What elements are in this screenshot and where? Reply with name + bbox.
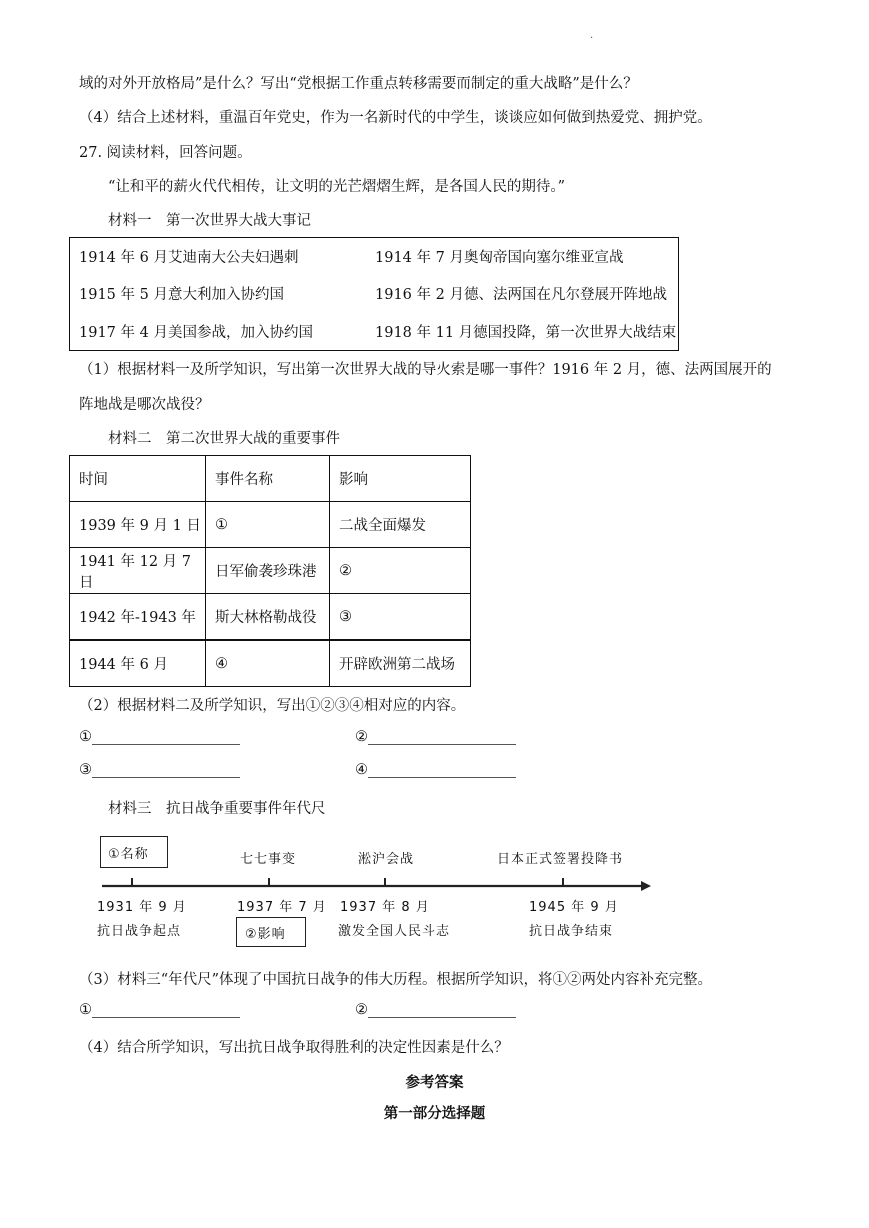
timeline-note: 抗日战争起点 <box>97 924 182 939</box>
question-2-text: （2）根据材料二及所学知识，写出①②③④相对应的内容。 <box>79 698 466 714</box>
question-3-text: （3）材料三“年代尺”体现了中国抗日战争的伟大历程。根据所学知识，将①②两处内容补充完整。 <box>79 972 713 988</box>
table-cell: ② <box>330 548 471 594</box>
timeline-date: 1931 年 9 月 <box>97 900 187 915</box>
question-1-text: （1）根据材料一及所学知识，写出第一次世界大战的导火索是哪一事件？1916 年 2 月，德、法两国展开的 <box>79 362 772 378</box>
table-cell: 开辟欧洲第二战场 <box>330 640 471 687</box>
answer-blank-5[interactable] <box>79 1002 240 1018</box>
timeline-box-effect-label: ②影响 <box>245 927 286 942</box>
table-cell: 二战全面爆发 <box>330 502 471 548</box>
blank-line <box>368 730 516 745</box>
blank-label: ④ <box>355 762 368 778</box>
table-cell: 1918 年 11 月德国投降，第一次世界大战结束 <box>375 324 677 341</box>
blank-label: ① <box>79 729 92 745</box>
material-3-title: 材料三 抗日战争重要事件年代尺 <box>108 801 326 817</box>
timeline-date: 1945 年 9 月 <box>529 900 619 915</box>
table-cell: ③ <box>330 594 471 641</box>
timeline-box-name-label: ①名称 <box>108 847 149 862</box>
table-row <box>70 275 679 312</box>
blank-line <box>368 1003 516 1018</box>
table-cell: 1939 年 9 月 1 日 <box>70 502 206 548</box>
table-header: 时间 <box>70 456 206 502</box>
blank-line <box>92 1003 240 1018</box>
timeline-note: 抗日战争结束 <box>529 924 614 939</box>
material-2-table <box>69 455 471 687</box>
answer-heading: 参考答案 <box>405 1074 464 1091</box>
table-cell: 1944 年 6 月 <box>70 640 206 687</box>
question-1-text-cont: 阵地战是哪次战役？ <box>79 397 210 413</box>
blank-line <box>368 763 516 778</box>
table-row <box>70 594 471 641</box>
table-cell: 斯大林格勒战役 <box>206 594 330 641</box>
table-cell: 日军偷袭珍珠港 <box>206 548 330 594</box>
answer-blank-6[interactable] <box>355 1002 516 1018</box>
timeline-event-label: 淞沪会战 <box>358 852 415 867</box>
timeline-axis <box>96 872 656 894</box>
table-cell: 1916 年 2 月德、法两国在凡尔登展开阵地战 <box>375 287 667 304</box>
timeline-date: 1937 年 7 月 <box>237 900 327 915</box>
table-row <box>70 502 471 548</box>
table-header-row <box>70 456 471 502</box>
question-4-text: （4）结合所学知识，写出抗日战争取得胜利的决定性因素是什么？ <box>79 1040 509 1056</box>
table-row <box>70 313 679 351</box>
table-header: 影响 <box>330 456 471 502</box>
table-cell: ① <box>206 502 330 548</box>
arrow-head-icon <box>641 881 651 891</box>
question-4-text: （4）结合上述材料，重温百年党史，作为一名新时代的中学生，谈谈应如何做到热爱党、拥护党。 <box>79 110 712 126</box>
table-cell: 1942 年-1943 年 <box>70 594 206 641</box>
answer-blank-4[interactable] <box>355 762 516 778</box>
table-cell: 1941 年 12 月 7 日 <box>70 548 206 594</box>
blank-label: ② <box>355 1002 368 1018</box>
table-row <box>70 548 471 594</box>
table-header: 事件名称 <box>206 456 330 502</box>
blank-line <box>92 763 240 778</box>
timeline-event-label: 日本正式签署投降书 <box>497 852 624 867</box>
blank-line <box>92 730 240 745</box>
section-heading: 第一部分选择题 <box>383 1105 486 1122</box>
material-2-title: 材料二 第二次世界大战的重要事件 <box>108 431 340 447</box>
table-cell: 1917 年 4 月美国参战，加入协约国 <box>79 324 313 341</box>
table-cell: 1914 年 6 月艾迪南大公夫妇遇刺 <box>79 250 299 267</box>
timeline-note: 激发全国人民斗志 <box>338 924 451 939</box>
quote-text: “让和平的薪火代代相传，让文明的光芒熠熠生辉，是各国人民的期待。” <box>108 179 566 195</box>
blank-label: ③ <box>79 762 92 778</box>
table-row <box>70 640 471 687</box>
answer-blank-2[interactable] <box>355 729 516 745</box>
answer-blank-1[interactable] <box>79 729 240 745</box>
question-27-heading: 27. 阅读材料，回答问题。 <box>79 145 252 161</box>
blank-label: ② <box>355 729 368 745</box>
blank-label: ① <box>79 1002 92 1018</box>
page-mark: . <box>590 30 594 41</box>
question-text-line: 域的对外开放格局”是什么？写出“党根据工作重点转移需要而制定的重大战略”是什么？ <box>79 76 638 92</box>
answer-blank-3[interactable] <box>79 762 240 778</box>
table-cell: 1915 年 5 月意大利加入协约国 <box>79 287 284 304</box>
timeline-date: 1937 年 8 月 <box>340 900 430 915</box>
material-1-table <box>69 237 679 351</box>
table-cell: ④ <box>206 640 330 687</box>
timeline-event-label: 七七事变 <box>240 852 297 867</box>
table-row <box>70 238 679 276</box>
material-1-title: 材料一 第一次世界大战大事记 <box>108 213 311 229</box>
table-cell: 1914 年 7 月奥匈帝国向塞尔维亚宣战 <box>375 250 624 267</box>
